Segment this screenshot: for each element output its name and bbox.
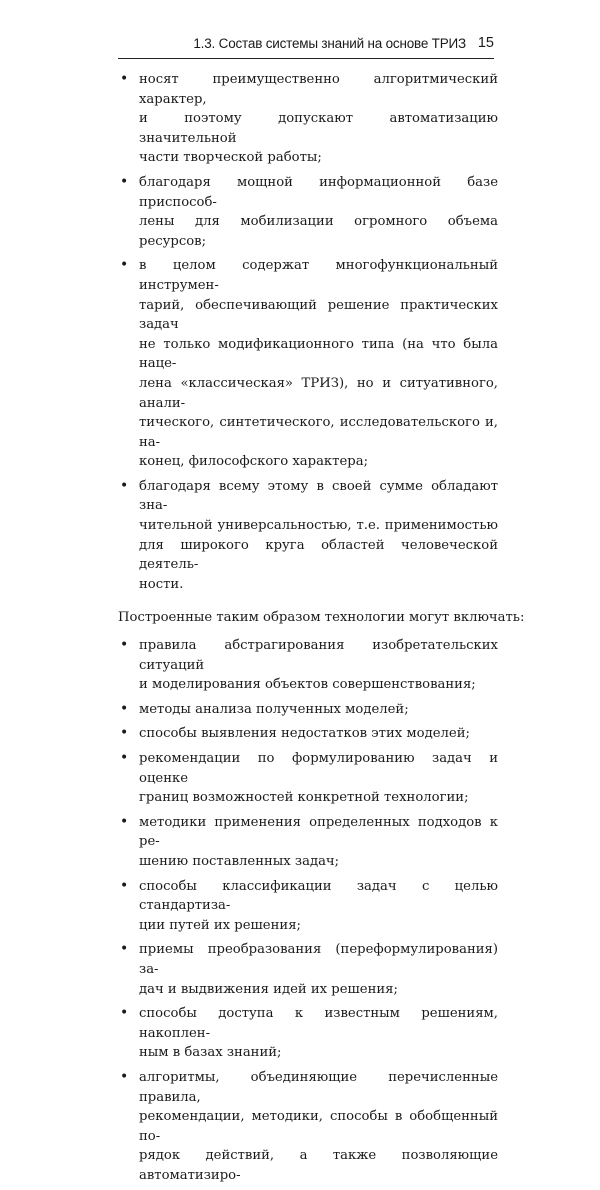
- text-line: ции путей их решения;: [139, 917, 301, 933]
- text-line: правила абстрагирования изобретательских ситуаций: [139, 638, 498, 673]
- list-item: [118, 749, 498, 808]
- bullet-icon: •: [120, 750, 129, 766]
- running-head: 1.3. Состав системы знаний на основе ТРИЗ: [193, 36, 466, 51]
- list-item: [118, 173, 498, 251]
- text-line: способы классификации задач с целью стандартиза-: [139, 878, 498, 914]
- text-line: дач и выдвижения идей их решения;: [139, 981, 398, 997]
- text-line: конец, философского характера;: [139, 454, 369, 470]
- text-line: способы доступа к известным решениям, накоплен-: [139, 1006, 498, 1041]
- text-line: благодаря мощной информационной базе приспособ-: [139, 174, 498, 210]
- text-line: лена «классическая» ТРИЗ), но и ситуативного, анали-: [139, 375, 498, 411]
- text-line: лены для мобилизации огромного объема ресурсов;: [139, 214, 498, 249]
- text-line: методики применения определенных подходов к ре-: [139, 814, 498, 850]
- bullet-icon: •: [120, 941, 129, 958]
- text-line: границ возможностей конкретной технологии;: [139, 790, 469, 806]
- page-header: [118, 34, 494, 59]
- text-line: рекомендации по формулированию задач и оценке: [139, 751, 498, 786]
- text-line: тического, синтетического, исследовательского и, на-: [139, 415, 498, 450]
- text-line: алгоритмы, объединяющие перечисленные правила,: [139, 1069, 498, 1105]
- bullet-icon: •: [120, 813, 129, 830]
- intro-paragraph: Построенные таким образом технологии могут включать:: [118, 610, 525, 626]
- text-line: тарий, обеспечивающий решение практических задач: [139, 297, 498, 333]
- text-line: для широкого круга областей человеческой деятель-: [139, 537, 498, 573]
- list-item: [118, 636, 498, 695]
- list-item: [118, 477, 498, 595]
- page-body: [118, 70, 525, 1190]
- bullet-icon: •: [120, 477, 129, 494]
- text-line: ным в базах знаний;: [139, 1045, 282, 1061]
- text-line: и поэтому допускают автоматизацию значительной: [139, 111, 498, 146]
- text-line: части творческой работы;: [139, 150, 322, 166]
- bullet-icon: •: [120, 1068, 129, 1085]
- bullet-icon: •: [120, 71, 129, 87]
- bullet-icon: •: [120, 725, 129, 742]
- list-item: [118, 1004, 498, 1063]
- bullet-icon: •: [120, 700, 129, 717]
- text-line: шению поставленных задач;: [139, 853, 340, 869]
- bullet-icon: •: [120, 173, 129, 190]
- text-line: ности.: [139, 576, 184, 592]
- text-line: чительной универсальностью, т.е. применимостью: [139, 518, 498, 534]
- properties-list: [118, 70, 498, 594]
- text-line: носят преимущественно алгоритмический характер,: [139, 72, 498, 107]
- bullet-icon: •: [120, 257, 129, 274]
- text-line: приемы преобразования (переформулирования) за-: [139, 942, 498, 977]
- bullet-icon: •: [120, 877, 129, 894]
- list-item: [118, 813, 498, 872]
- bullet-icon: •: [120, 1005, 129, 1022]
- text-line: не только модификационного типа (на что была наце-: [139, 336, 498, 372]
- text-line: рекомендации, методики, способы в обобщенный по-: [139, 1109, 498, 1144]
- list-item: [118, 724, 498, 744]
- technologies-list: [118, 636, 498, 1185]
- list-item: [118, 940, 498, 999]
- text-line: в целом содержат многофункциональный инструмен-: [139, 258, 498, 293]
- bullet-icon: •: [120, 637, 129, 654]
- text-line: способы выявления недостатков этих моделей;: [139, 726, 470, 742]
- list-item: [118, 877, 498, 936]
- list-item: [118, 256, 498, 472]
- page-number: 15: [477, 35, 494, 51]
- list-item: [118, 700, 498, 720]
- list-item: [118, 70, 498, 168]
- text-line: благодаря всему этому в своей сумме обладают зна-: [139, 478, 498, 514]
- text-line: рядок действий, а также позволяющие автоматизиро-: [139, 1148, 498, 1183]
- text-line: и моделирования объектов совершенствования;: [139, 677, 476, 693]
- list-item: [118, 1068, 498, 1186]
- text-line: методы анализа полученных моделей;: [139, 701, 409, 717]
